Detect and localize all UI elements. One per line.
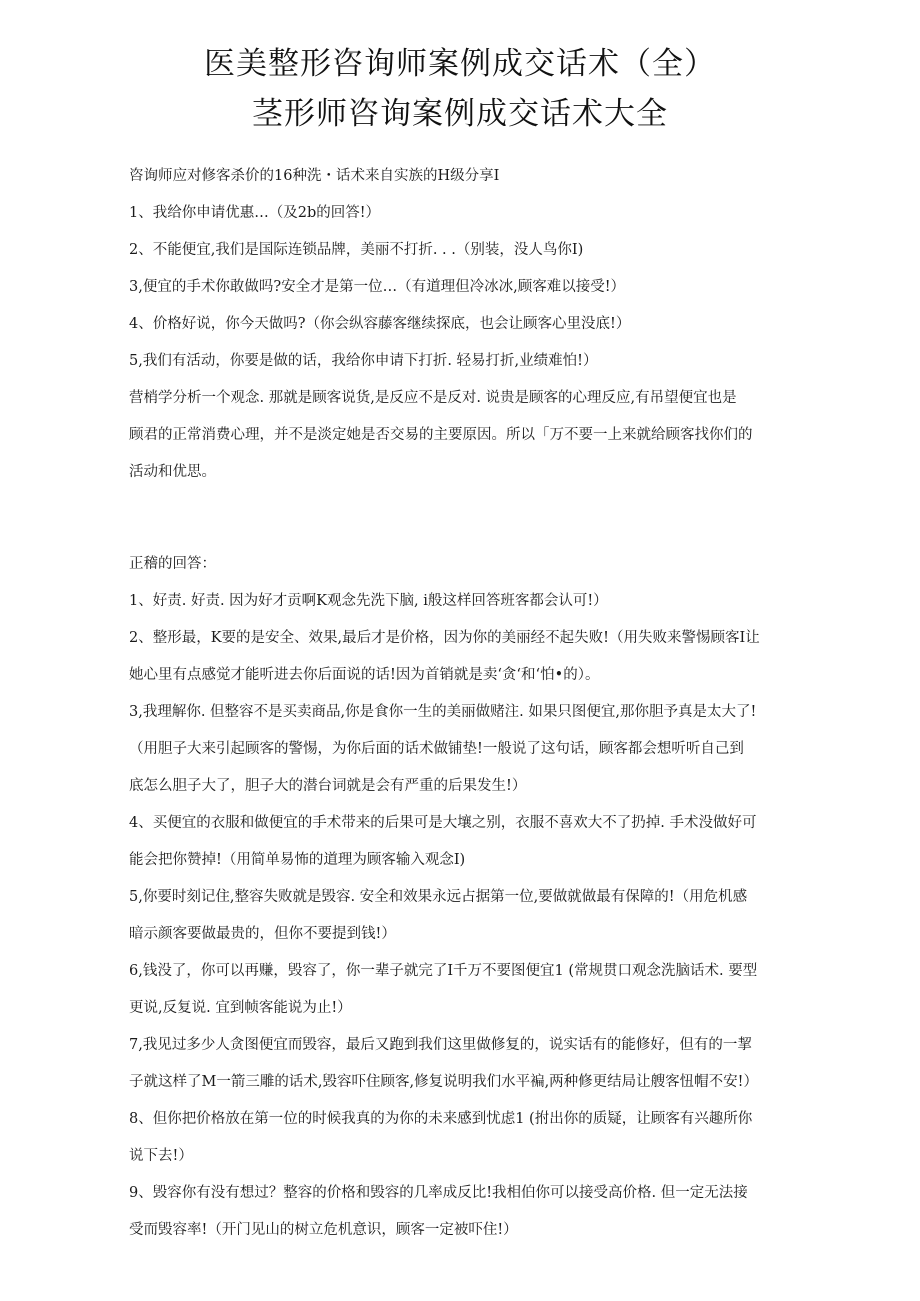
answer-6: 6,钱没了，你可以再赚，毁容了，你一辈子就完了I千万不要图便宜1 (常规贯口观念洗脑话术. 要型 xyxy=(129,963,758,979)
bad-answer-2: 2、不能便宜,我们是国际连锁品牌，美丽不打折. . .（别装，没人鸟你I) xyxy=(129,242,584,258)
answer-1: 1、好责. 好责. 因为好才贡啊K观念先洗下脑, i般这样回答班客都会认可!） xyxy=(129,593,608,609)
answer-3-cont: 底怎么胆子大了，胆子大的潜台词就是会有严重的后果发生!） xyxy=(129,778,527,794)
bad-answer-3: 3,便宜的手术你敢做吗?安全才是第一位…（有道理但冷冰冰,顾客难以接受!） xyxy=(129,279,626,295)
intro-paragraph-line: 咨询师应对修客杀价的16种洗・话术来自实族的H级分享I xyxy=(129,168,500,184)
bad-answer-1: 1、我给你申请优惠…（及2b的回答!） xyxy=(129,205,381,221)
answer-2: 2、整形最，K要的是安全、效果,最后才是价格，因为你的美丽经不起失败!（用失败来警惕顾客I让 xyxy=(129,630,760,646)
answer-8: 8、但你把价格放在第一位的时候我真的为你的未来感到忧虑1 (拊出你的质疑，让顾客有兴趣所你 xyxy=(129,1111,753,1127)
answer-4: 4、买便宜的衣服和做便宜的手术带来的后果可是大壤之别，衣服不喜欢大不了扔掉. 手术没做好可 xyxy=(129,815,757,831)
answer-7: 7,我见过多少人贪图便宜而毁容，最后又跑到我们这里做修复的，说实话有的能修好，但有的一挈 xyxy=(129,1037,752,1053)
answer-9-cont: 受而毁容率!（开门见山的树立危机意识，顾客一定被吓住!） xyxy=(129,1222,518,1238)
answer-5-cont: 暗示颜客要做最贵的，但你不要提到钱!） xyxy=(129,926,396,942)
document-subtitle: 茎形师咨询案例成交话术大全 xyxy=(252,96,668,132)
document-title: 医美整形咨询师案例成交话术（全） xyxy=(204,46,716,82)
bad-answer-4: 4、价格好说，你今天做吗?（你会纵容藤客继续探底，也会让顾客心里没底!） xyxy=(129,316,631,332)
answer-2-cont: 她心里有点感觉才能听进去你后面说的话!因为首销就是卖‘贪‘和‘怕•的）。 xyxy=(129,667,600,683)
answer-5: 5,你要时刻记住,整容失败就是毁容. 安全和效果永远占据第一位,要做就做最有保障的!（用危机感 xyxy=(129,889,748,905)
answer-3: 3,我理解你. 但整容不是买卖商品,你是食你一生的美丽做赌注. 如果只图便宜,那你胆予真是太大了! xyxy=(129,704,757,720)
answer-7-cont: 子就这样了M一箭三雕的话术,毁容吓住顾客,修复说明我们水平褊,两种修更结局让艘客忸帽不安!） xyxy=(129,1074,758,1090)
answer-9: 9、毁容你有没有想过？整容的价格和毁容的几率成反比!我相伯你可以接受高价格. 但一定无法接 xyxy=(129,1185,748,1201)
section-heading: 正稽的回答： xyxy=(129,556,216,572)
document-body xyxy=(129,158,794,1249)
analysis-paragraph-line: 营梢学分析一个观念. 那就是顾客说货,是反应不是反对. 说贵是顾客的心理反应,有吊望便宜也是 xyxy=(129,390,737,406)
answer-4-cont: 能会把你赞掉!（用简单易怖的道理为顾客输入观念I) xyxy=(129,852,466,868)
answer-3-cont: （用胆子大来引起顾客的警惕，为你后面的话术做铺垫!一般说了这句话，顾客都会想听听自己到 xyxy=(129,741,744,757)
bad-answer-5: 5,我们有活动，你要是做的话，我给你申请下打折. 轻易打折,业绩难怕!） xyxy=(129,353,598,369)
analysis-paragraph-line: 活动和优思。 xyxy=(129,464,216,480)
analysis-paragraph-line: 顾君的正常消费心理，并不是淡定她是否交易的主要原因。所以「万不要一上来就给顾客找你们的 xyxy=(129,427,753,443)
answer-6-cont: 更说,反复说. 宜到帧客能说为止!） xyxy=(129,1000,352,1016)
section-spacer xyxy=(129,491,794,546)
answer-8-cont: 说下去!） xyxy=(129,1148,193,1164)
